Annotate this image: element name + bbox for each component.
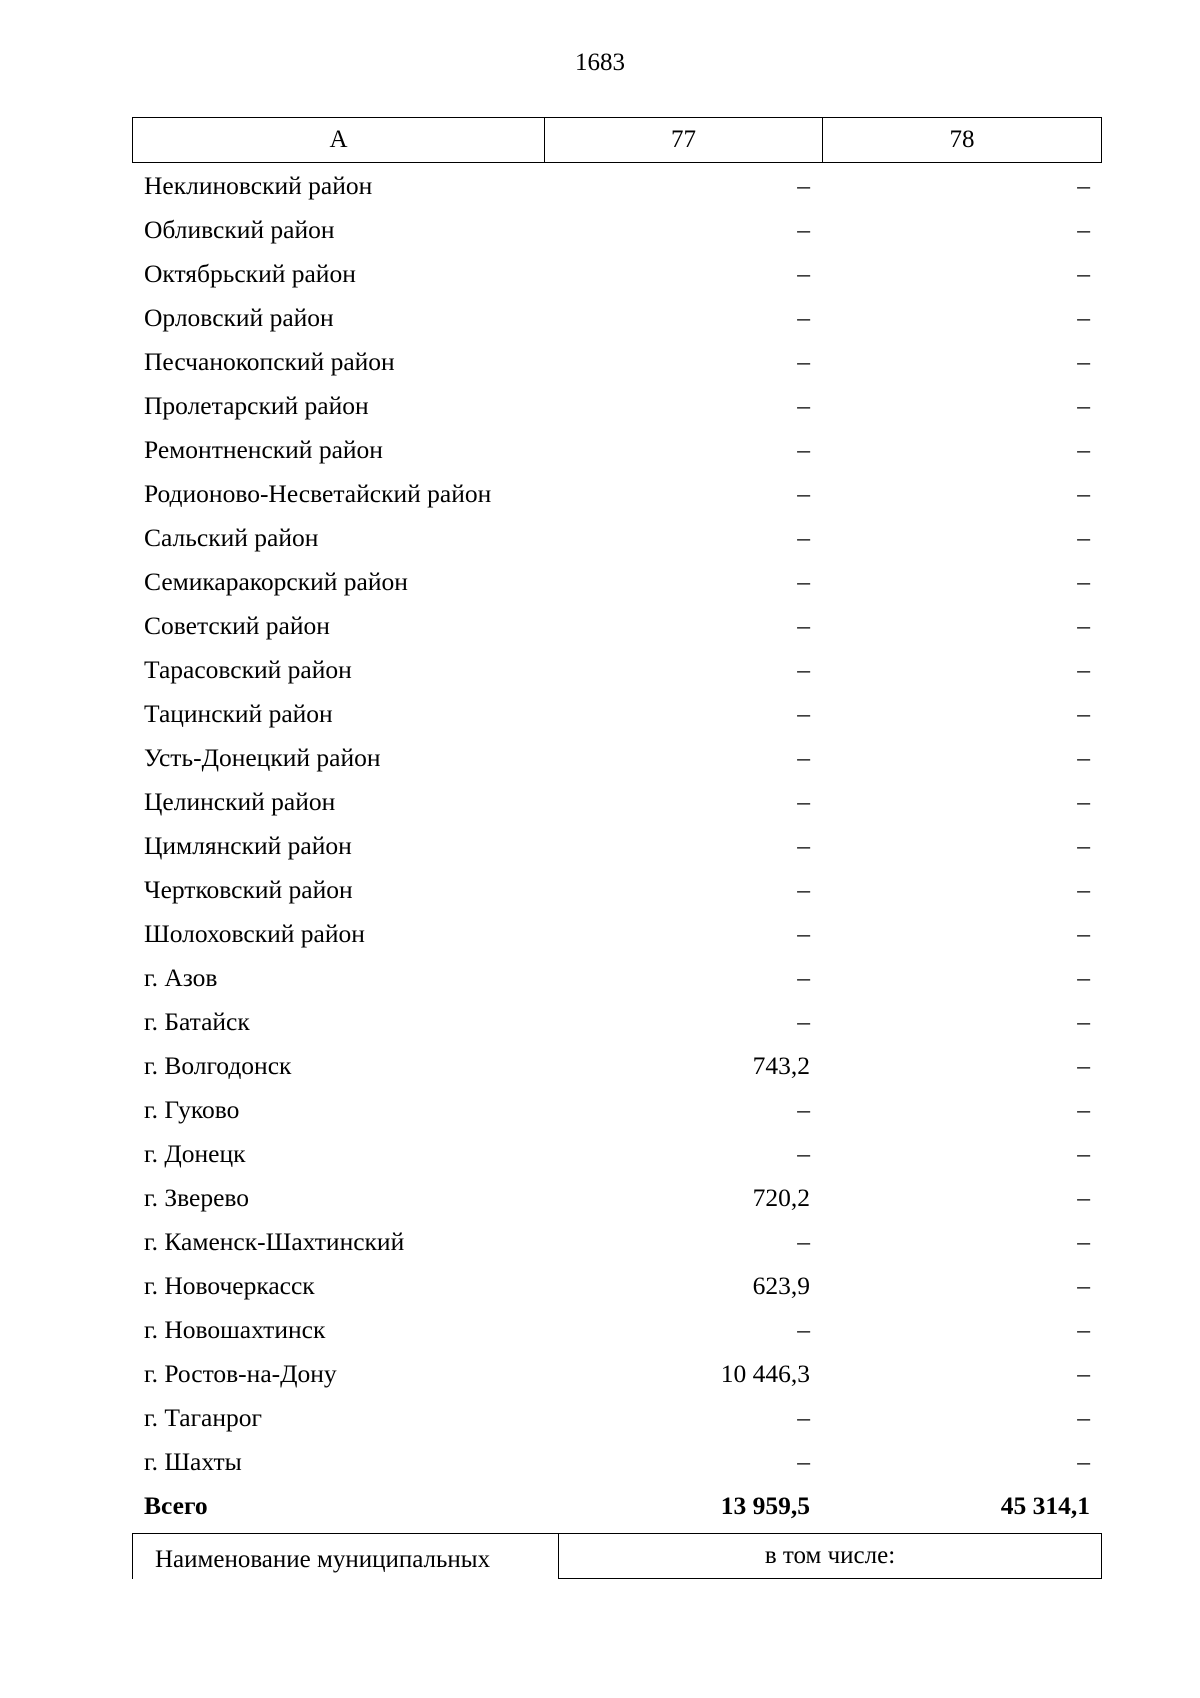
row-value-77: – [797,391,810,420]
row-value-78: – [1077,259,1090,288]
table-row [132,296,1102,340]
row-name: Родионово-Несветайский район [144,479,492,508]
next-table-header [132,1533,1102,1579]
row-value-78: – [1077,347,1090,376]
table-row [132,736,1102,780]
table-row [132,1440,1102,1484]
row-value-78: – [1077,1227,1090,1256]
table-body [132,164,1102,1528]
row-value-78: – [1077,1095,1090,1124]
row-value-78: – [1077,1315,1090,1344]
row-name: Семикаракорский район [144,567,408,596]
page-number: 1683 [575,49,625,76]
footer-including-header: в том числе: [558,1533,1102,1579]
table-row [132,384,1102,428]
table-row [132,1264,1102,1308]
table-row [132,1000,1102,1044]
row-value-78: – [1077,787,1090,816]
row-name: г. Гуково [144,1095,240,1124]
table-row [132,956,1102,1000]
row-value-78: – [1077,1403,1090,1432]
table-header [132,117,1102,163]
row-value-77: – [797,875,810,904]
row-value-77: – [797,787,810,816]
table-row [132,252,1102,296]
table-row [132,1132,1102,1176]
row-value-78: – [1077,1447,1090,1476]
table-row [132,604,1102,648]
footer-municipal-header: Наименование муниципальных [132,1533,558,1579]
total-row [132,1484,1102,1528]
table-row [132,1088,1102,1132]
row-value-78: – [1077,171,1090,200]
row-value-77: 10 446,3 [720,1359,810,1388]
row-value-77: – [797,567,810,596]
row-name: Неклиновский район [144,171,373,200]
table-row [132,1220,1102,1264]
row-value-78: – [1077,963,1090,992]
row-value-77: – [797,259,810,288]
row-name: Цимлянский район [144,831,352,860]
row-value-77: – [797,1315,810,1344]
row-value-77: – [797,1007,810,1036]
header-col-78: 78 [949,126,975,153]
row-value-78: – [1077,743,1090,772]
row-name: г. Донецк [144,1139,246,1168]
row-name: Советский район [144,611,330,640]
row-name: г. Новошахтинск [144,1315,326,1344]
row-value-78: – [1077,1183,1090,1212]
table-row [132,780,1102,824]
row-value-78: – [1077,479,1090,508]
row-value-78: – [1077,435,1090,464]
table-row [132,560,1102,604]
row-value-77: – [797,1095,810,1124]
row-name: Песчанокопский район [144,347,395,376]
row-value-77: – [797,611,810,640]
row-value-77: – [797,1403,810,1432]
row-name: Усть-Донецкий район [144,743,381,772]
row-value-78: – [1077,523,1090,552]
row-name: г. Новочеркасск [144,1271,315,1300]
row-name: Тарасовский район [144,655,352,684]
row-value-77: – [797,435,810,464]
row-value-78: – [1077,1007,1090,1036]
row-name: г. Зверево [144,1183,250,1212]
row-value-77: – [797,743,810,772]
row-value-77: – [797,215,810,244]
row-value-77: – [797,655,810,684]
row-value-78: – [1077,1139,1090,1168]
row-name: Шолоховский район [144,919,365,948]
table-row [132,1044,1102,1088]
row-value-78: – [1077,1271,1090,1300]
row-name: г. Ростов-на-Дону [144,1359,337,1388]
row-value-77: – [797,1227,810,1256]
row-value-78: 45 314,1 [1000,1491,1090,1520]
table-row [132,1176,1102,1220]
table-row [132,912,1102,956]
row-value-78: – [1077,611,1090,640]
row-name: г. Батайск [144,1007,250,1036]
table-row [132,868,1102,912]
row-name: Обливский район [144,215,335,244]
row-value-78: – [1077,215,1090,244]
table-row [132,428,1102,472]
table-row [132,516,1102,560]
table-row [132,472,1102,516]
row-value-77: – [797,699,810,728]
table-row [132,824,1102,868]
row-value-78: – [1077,699,1090,728]
table-row [132,1396,1102,1440]
row-value-78: – [1077,919,1090,948]
row-value-77: – [797,523,810,552]
row-value-78: – [1077,303,1090,332]
row-value-77: – [797,1447,810,1476]
row-name: Октябрьский район [144,259,356,288]
row-name: Целинский район [144,787,336,816]
row-name: Чертковский район [144,875,353,904]
row-value-77: – [797,919,810,948]
header-col-a: А [133,118,545,162]
table-row [132,1308,1102,1352]
row-value-77: 720,2 [752,1183,810,1212]
row-value-78: – [1077,1359,1090,1388]
row-value-78: – [1077,391,1090,420]
row-value-78: – [1077,875,1090,904]
row-value-78: – [1077,567,1090,596]
row-name: Ремонтненский район [144,435,383,464]
row-name: г. Азов [144,963,218,992]
row-value-78: – [1077,655,1090,684]
row-value-77: – [797,303,810,332]
row-value-77: 743,2 [752,1051,810,1080]
row-value-77: 623,9 [752,1271,810,1300]
row-name: Сальский район [144,523,319,552]
row-value-77: – [797,1139,810,1168]
row-value-77: – [797,831,810,860]
row-value-78: – [1077,1051,1090,1080]
row-name: г. Каменск-Шахтинский [144,1227,405,1256]
table-row [132,164,1102,208]
table-row [132,208,1102,252]
row-value-77: – [797,347,810,376]
table-row [132,692,1102,736]
row-name: Пролетарский район [144,391,369,420]
table-row [132,340,1102,384]
row-name: Орловский район [144,303,334,332]
row-value-77: 13 959,5 [720,1491,810,1520]
row-name: г. Волгодонск [144,1051,292,1080]
table-row [132,1352,1102,1396]
row-value-78: – [1077,831,1090,860]
row-name: Всего [144,1491,208,1520]
row-name: Тацинский район [144,699,333,728]
row-value-77: – [797,963,810,992]
row-value-77: – [797,171,810,200]
row-name: г. Таганрог [144,1403,262,1432]
row-value-77: – [797,479,810,508]
table-row [132,648,1102,692]
header-col-77: 77 [545,118,823,162]
row-name: г. Шахты [144,1447,242,1476]
